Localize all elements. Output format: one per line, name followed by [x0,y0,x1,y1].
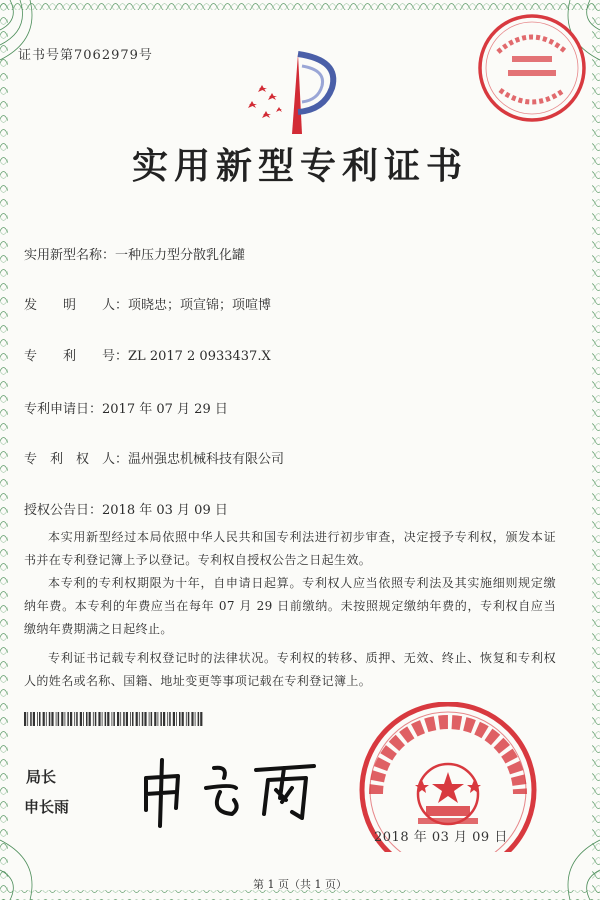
paragraph: 本专利的专利权期限为十年，自申请日起算。专利权人应当依照专利法及其实施细则规定缴纳年费。本专利的年费应当在每年 07 月 29 日前缴纳。未按照规定缴纳年费的，专利权自应当缴纳年费期满之日起终止。 [24,576,556,636]
field-grant-date [24,499,228,518]
field-inventors [24,294,271,313]
director-signature [136,748,326,830]
field-value: 2018 年 03 月 09 日 [102,503,228,518]
certificate-body [24,526,556,693]
page-number: 第 1 页（共 1 页） [253,878,347,891]
field-utility-model-name [24,244,245,263]
field-label: 专 利 权 人： [24,452,129,467]
field-label: 专利申请日： [24,402,103,417]
field-value: 温州强忠机械科技有限公司 [128,452,285,467]
field-label: 授权公告日： [24,503,103,518]
paragraph: 本实用新型经过本局依照中华人民共和国专利法进行初步审查，决定授予专利权，颁发本证书并在专利登记簿上予以登记。专利权自授权公告之日起生效。 [24,530,556,567]
field-patent-number [24,345,271,364]
seal-date: 2018 年 03 月 09 日 [374,830,508,845]
patent-office-logo-icon [236,46,356,136]
certificate-title: 实用新型专利证书 [131,145,468,187]
field-label: 专 利 号： [24,349,129,364]
field-value: ZL 2017 2 0933437.X [128,349,271,364]
field-label: 实用新型名称： [24,248,116,263]
agency-stamp-icon [476,12,588,124]
paragraph: 专利证书记载专利权登记时的法律状况。专利权的转移、质押、无效、终止、恢复和专利权人的姓名或名称、国籍、地址变更等事项记载在专利登记簿上。 [24,651,556,688]
field-label: 发 明 人： [24,298,129,313]
field-value: 一种压力型分散乳化罐 [115,248,246,263]
director-name: 申长雨 [24,798,70,816]
barcode [24,712,204,726]
field-patentee [24,448,284,467]
field-application-date [24,398,228,417]
field-value: 项晓忠；项宣锦；项喧博 [128,298,272,313]
director-title: 局长 [26,768,57,786]
field-value: 2017 年 07 月 29 日 [102,402,228,417]
certificate-number: 证书号第7062979号 [18,48,153,63]
